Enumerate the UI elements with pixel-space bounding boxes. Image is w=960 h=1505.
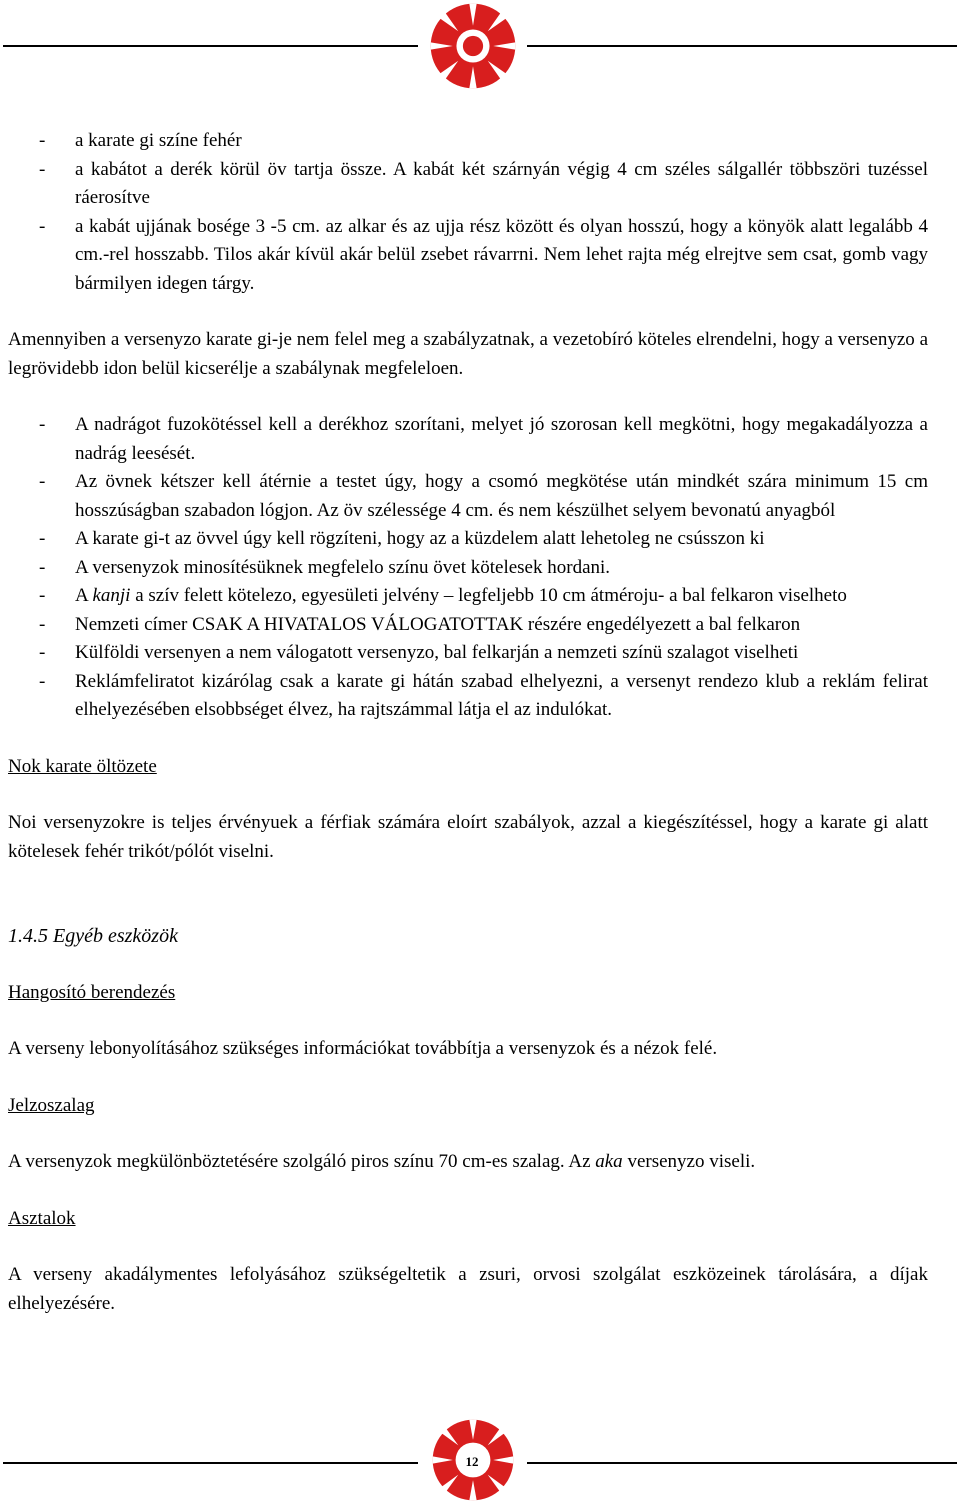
list-item: - Az övnek kétszer kell átérnie a testet úgy, hogy a csomó megkötése után mindkét szára minimum 15 cm hosszúságban szabadon lógjon. Az öv szélessége 4 cm. és nem készülhet selyem bevonatú anyagból bbox=[39, 471, 928, 521]
jelzo-text-pre: A versenyzok megkülönböztetésére szolgáló piros színu 70 cm-es szalag. Az bbox=[8, 1151, 596, 1172]
gi-rules-list bbox=[8, 127, 928, 298]
list-item: - A karate gi-t az övvel úgy kell rögzíteni, hogy az a küzdelem alatt lehetoleg ne csússzon ki bbox=[39, 528, 765, 549]
asztal-paragraph: A verseny akadálymentes lefolyásához szükségeltetik a zsuri, orvosi szolgálat eszközeinek tárolására, a díjak elhelyezésére. bbox=[8, 1264, 928, 1314]
kanji-term: kanji bbox=[92, 585, 131, 606]
page-number: 12 bbox=[465, 1454, 479, 1469]
nok-heading bbox=[8, 753, 928, 782]
list-item: - a karate gi színe fehér bbox=[39, 130, 242, 151]
list-item: - a kabátot a derék körül öv tartja össze. A kabát két szárnyán végig 4 cm széles sálgallér többszöri tuzéssel ráerosítve bbox=[39, 158, 928, 208]
aka-term: aka bbox=[595, 1151, 623, 1172]
footer-rule-right bbox=[527, 1462, 957, 1464]
list-item-text: Nemzeti címer CSAK A HIVATALOS VÁLOGATOTTAK részére engedélyezett a bal felkaron bbox=[75, 613, 801, 635]
list-item-text: a kabátot a derék körül öv tartja össze. A kabát két szárnyán végig 4 cm széles sálgallér többszöri tuzéssel ráerosítve bbox=[75, 158, 928, 208]
jelzo-paragraph bbox=[8, 1148, 928, 1177]
list-item-text: a karate gi színe fehér bbox=[75, 130, 242, 151]
list-item: - A kanji a szív felett kötelezo, egyesületi jelvény – legfeljebb 10 cm átméroju- a bal felkaron viselheto bbox=[39, 585, 847, 606]
header-rule-left bbox=[3, 45, 418, 47]
nok-heading-text: Nok karate öltözete bbox=[8, 755, 157, 777]
jelzo-heading-text: Jelzoszalag bbox=[8, 1094, 95, 1116]
list-item-text-pre: A bbox=[75, 585, 93, 606]
list-item-text-post: a szív felett kötelezo, egyesületi jelvény – legfeljebb 10 cm átméroju- a bal felkaron viselheto bbox=[130, 585, 847, 606]
list-item-text: a kabát ujjának bosége 3 -5 cm. az alkar és az ujja rész között és olyan hosszú, hogy a könyök alatt legalább 4 cm.-rel hosszabb. Tilos akár kívül akár belül zsebet rávarrni. Nem lehet rajta még elrejtve sem csat, gomb vagy bármilyen idegen tárgy. bbox=[75, 215, 928, 294]
equipment-rules-list bbox=[8, 411, 928, 725]
list-item-text: A versenyzok minosítésüknek megfelelo színu övet kötelesek hordani. bbox=[75, 556, 611, 578]
list-item: - a kabát ujjának bosége 3 -5 cm. az alkar és az ujja rész között és olyan hosszú, hogy a könyök alatt legalább 4 cm.-rel hosszabb. Tilos akár kívül akár belül zsebet rávarrni. Nem lehet rajta még elrejtve sem csat, gomb vagy bármilyen idegen tárgy. bbox=[39, 215, 928, 294]
document-body bbox=[8, 127, 928, 1318]
list-item: - A nadrágot fuzokötéssel kell a derékhoz szorítani, melyet jó szorosan kell megkötni, hogy megakadályozza a nadrág leesését. bbox=[39, 414, 928, 464]
list-item: - Reklámfeliratot kizárólag csak a karate gi hátán szabad elhelyezni, a versenyt rendezo klub a reklám felirat elhelyezésében elsobbséget élvez, ha rajtszámmal látja el az indulókat. bbox=[39, 670, 928, 720]
hangosito-heading bbox=[8, 979, 928, 1008]
hangosito-heading-text: Hangosító berendezés bbox=[8, 981, 176, 1003]
jelzo-text-post: versenyzo viseli. bbox=[622, 1151, 756, 1172]
hangosito-paragraph: A verseny lebonyolításához szükséges információkat továbbítja a versenyzok és a nézok felé. bbox=[8, 1038, 718, 1059]
paragraph-gi-replacement: Amennyiben a versenyzo karate gi-je nem felel meg a szabályzatnak, a vezetobíró köteles elrendelni, hogy a versenyzo a legrövidebb idon belül kicserélje a szabálynak megfeleloen. bbox=[8, 329, 928, 379]
list-item-text: Reklámfeliratot kizárólag csak a karate gi hátán szabad elhelyezni, a versenyt rendezo klub a reklám felirat elhelyezésében elsobbséget élvez, ha rajtszámmal látja el az indulókat. bbox=[75, 670, 928, 720]
list-item-text: Külföldi versenyen a nem válogatott versenyzo, bal felkarján a nemzeti színü szalagot viselheti bbox=[75, 642, 799, 663]
nok-paragraph: Noi versenyzokre is teljes érvényuek a férfiak számára eloírt szabályok, azzal a kiegészítéssel, hogy a karate gi alatt kötelesek fehér trikót/pólót viselni. bbox=[8, 812, 928, 862]
list-item: - A versenyzok minosítésüknek megfelelo színu övet kötelesek hordani. bbox=[39, 556, 611, 578]
list-item-text: Az övnek kétszer kell átérnie a testet úgy, hogy a csomó megkötése után mindkét szára minimum 15 cm hosszúságban szabadon lógjon. Az öv szélessége 4 cm. és nem készülhet selyem bevonatú anyagból bbox=[75, 471, 928, 521]
asztal-heading bbox=[8, 1205, 928, 1234]
list-item: - Nemzeti címer CSAK A HIVATALOS VÁLOGATOTTAK részére engedélyezett a bal felkaron bbox=[39, 613, 801, 635]
list-item: - Külföldi versenyen a nem válogatott versenyzo, bal felkarján a nemzeti színü szalagot viselheti bbox=[39, 642, 799, 663]
footer-rule-left bbox=[3, 1462, 418, 1464]
section-heading: 1.4.5 Egyéb eszközök bbox=[8, 925, 178, 947]
list-item-text: A karate gi-t az övvel úgy kell rögzíteni, hogy az a küzdelem alatt lehetoleg ne csússzon ki bbox=[75, 528, 765, 549]
jelzo-heading bbox=[8, 1092, 928, 1121]
list-item-text: A nadrágot fuzokötéssel kell a derékhoz szorítani, melyet jó szorosan kell megkötni, hogy megakadályozza a nadrág leesését. bbox=[75, 414, 928, 464]
kanku-icon bbox=[427, 0, 519, 92]
header-rule-right bbox=[527, 45, 957, 47]
asztal-heading-text: Asztalok bbox=[8, 1207, 76, 1229]
